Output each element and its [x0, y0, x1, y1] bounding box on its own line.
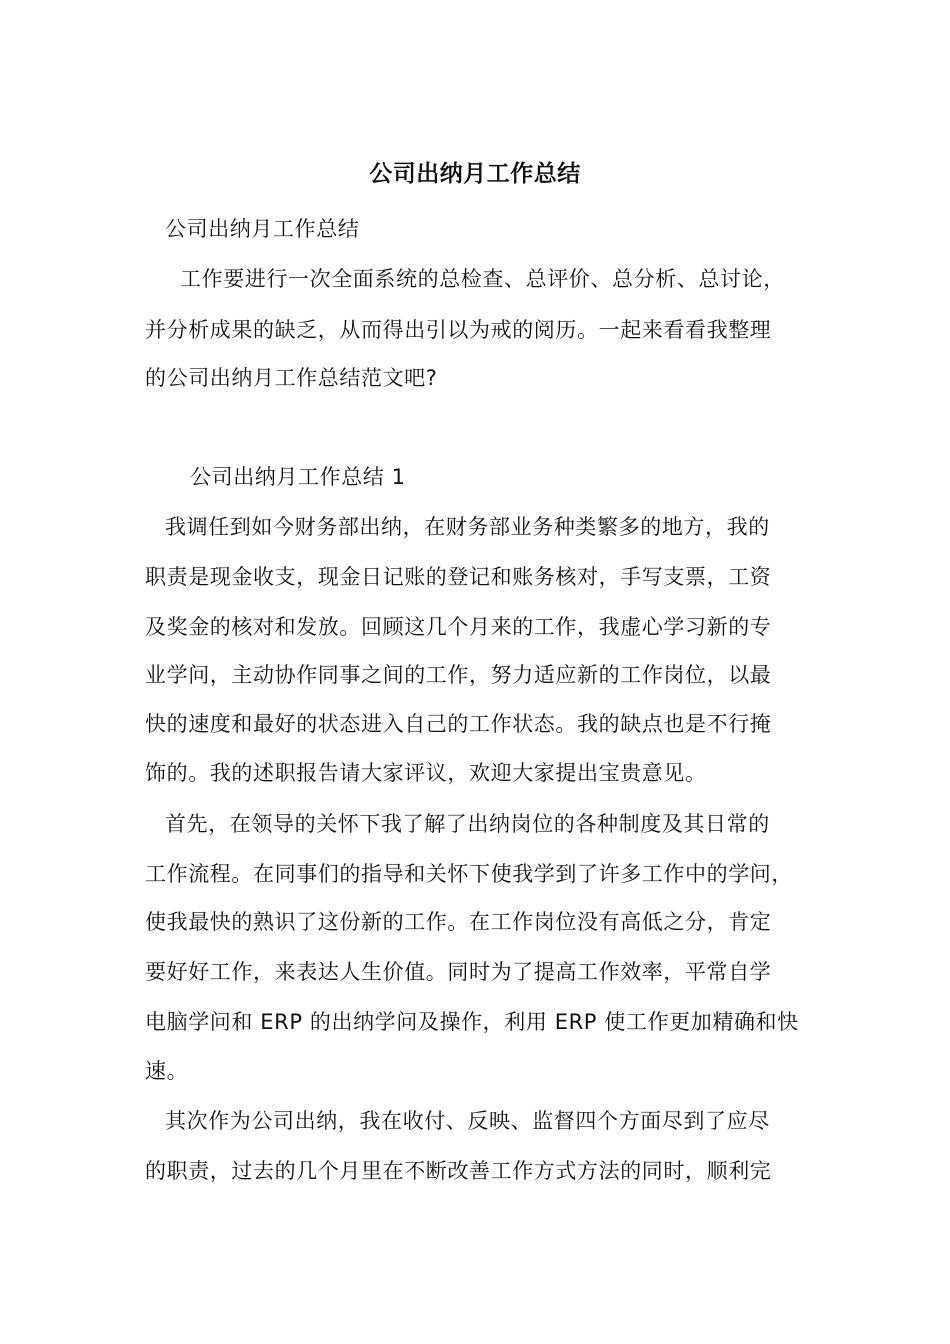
intro-line: 的公司出纳月工作总结范文吧? — [145, 366, 438, 390]
intro-line: 工作要进行一次全面系统的总检查、总评价、总分析、总讨论， — [180, 267, 785, 291]
paragraph-line: 职责是现金收支，现金日记账的登记和账务核对，手写支票，工资 — [145, 565, 772, 589]
intro-line: 并分析成果的缺乏，从而得出引以为戒的阅历。一起来看看我整理 — [145, 318, 772, 342]
paragraph-line: 业学问，主动协作同事之间的工作，努力适应新的工作岗位，以最 — [145, 663, 772, 687]
paragraph-line: 饰的。我的述职报告请大家评议，欢迎大家提出宝贵意见。 — [145, 761, 707, 785]
paragraph-line: 首先，在领导的关怀下我了解了出纳岗位的各种制度及其日常的 — [165, 812, 770, 836]
paragraph-line: 速。 — [145, 1059, 189, 1083]
paragraph-line: 工作流程。在同事们的指导和关怀下使我学到了许多工作中的学问， — [145, 862, 793, 886]
section-heading: 公司出纳月工作总结 1 — [190, 465, 406, 489]
paragraph-line: 要好好工作，来表达人生价值。同时为了提高工作效率，平常自学 — [145, 960, 772, 984]
paragraph-line: 电脑学问和 ERP 的出纳学问及操作，利用 ERP 使工作更加精确和快 — [145, 1010, 799, 1034]
document-title: 公司出纳月工作总结 — [369, 161, 581, 187]
paragraph-line: 快的速度和最好的状态进入自己的工作状态。我的缺点也是不行掩 — [145, 712, 772, 736]
paragraph-line: 的职责，过去的几个月里在不断改善工作方式方法的同时，顺利完 — [145, 1159, 772, 1183]
paragraph-line: 使我最快的熟识了这份新的工作。在工作岗位没有高低之分，肯定 — [145, 910, 772, 934]
paragraph-line: 我调任到如今财务部出纳，在财务部业务种类繁多的地方，我的 — [165, 515, 770, 539]
document-subtitle: 公司出纳月工作总结 — [165, 217, 360, 241]
paragraph-line: 其次作为公司出纳，我在收付、反映、监督四个方面尽到了应尽 — [165, 1109, 770, 1133]
paragraph-line: 及奖金的核对和发放。回顾这几个月来的工作，我虚心学习新的专 — [145, 615, 772, 639]
